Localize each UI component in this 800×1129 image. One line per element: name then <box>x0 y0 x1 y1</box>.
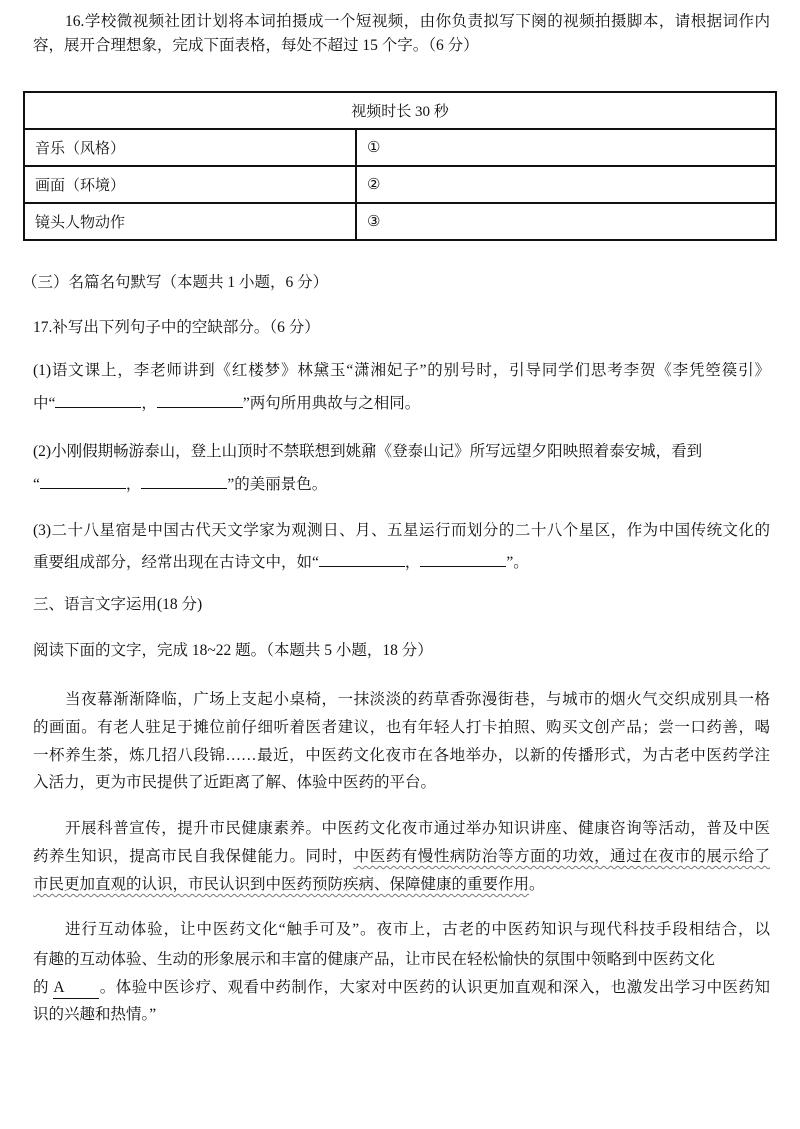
marked-sentence: 中医药有慢性病防治等方面的功效，通过在夜市的展示给了 <box>353 848 770 865</box>
row-label: 镜头人物动作 <box>24 203 356 240</box>
marked-sentence: 市民更加直观的认识，市民认识到中医药预防疾病、保障健康的重要作用 <box>33 876 530 893</box>
passage-para1-line: 当夜幕渐渐降临，广场上支起小桌椅，一抹淡淡的药草香弥漫街巷，与城市的烟火气交织成别具一格 <box>65 691 770 708</box>
text: 。体验中医诊疗、观看中药制作，大家对中医药的认识更加直观和深入，也激发出学习中医药知 <box>99 979 770 996</box>
q16-line2: 容，展开合理想象，完成下面表格，每处不超过 15 个字。（6 分） <box>33 37 479 54</box>
passage-para1-line: 一杯养生茶，炼几招八段锦……最近，中医药文化夜市在各地举办，以新的传播形式，为古老中医药学注 <box>33 747 770 764</box>
table-row <box>24 129 776 166</box>
answer-blank[interactable] <box>420 552 506 567</box>
passage-para1-line: 的画面。有老人驻足于摊位前仔细听着医者建议，也有年轻人打卡拍照、购买文创产品；尝一口药善，喝 <box>33 719 770 736</box>
text: ， <box>404 554 421 571</box>
text: 。 <box>529 876 545 893</box>
q17-p2-line2 <box>33 474 770 495</box>
passage-para3-line: 进行互动体验，让中医药文化“触手可及”。夜市上，古老的中医药知识与现代科技手段相结合，以 <box>65 921 770 938</box>
passage-para2-line <box>33 875 770 895</box>
passage-para3-line <box>33 978 770 999</box>
passage-para3-line: 有趣的互动体验、生动的形象展示和丰富的健康产品，让市民在轻松愉快的氛围中领略到中医药文化 <box>33 951 716 968</box>
answer-blank[interactable] <box>141 474 227 489</box>
text: ”两句所用典故与之相同。 <box>242 395 421 412</box>
blank-a[interactable]: A <box>53 978 99 999</box>
text: 的 <box>33 979 54 996</box>
text: ”。 <box>506 554 529 571</box>
passage-para3-line: 识的兴趣和热情。” <box>33 1006 157 1023</box>
passage-para2-line <box>33 847 770 867</box>
q17-p1-line2 <box>33 393 770 414</box>
q17-title: 17.补写出下列句子中的空缺部分。（6 分） <box>33 319 320 336</box>
text: 重要组成部分，经常出现在古诗文中，如“ <box>33 554 319 571</box>
passage-para1-line: 入活力，更为市民提供了近距离了解、体验中医药的平台。 <box>33 774 437 791</box>
row-answer-cell[interactable]: ③ <box>356 203 776 240</box>
table-row <box>24 203 776 240</box>
text: 中“ <box>33 395 56 412</box>
q16-line1: 16.学校微视频社团计划将本词拍摄成一个短视频，由你负责拟写下阕的视频拍摄脚本，请根据词作内 <box>65 13 770 30</box>
row-label: 画面（环境） <box>24 166 356 203</box>
section-heading: 三、语言文字运用(18 分) <box>33 596 203 613</box>
answer-blank[interactable] <box>157 393 243 408</box>
q17-p2-line1: (2)小刚假期畅游泰山，登上山顶时不禁联想到姚鼐《登泰山记》所写远望夕阳映照着泰安城，看到 <box>33 443 703 460</box>
row-label: 音乐（风格） <box>24 129 356 166</box>
table-header: 视频时长 30 秒 <box>24 92 776 129</box>
q17-p3-line2 <box>33 552 770 573</box>
video-script-table <box>23 91 777 241</box>
text: 药养生知识，提高市民自我保健能力。同时， <box>33 848 354 865</box>
answer-blank[interactable] <box>55 393 141 408</box>
text: ， <box>141 395 157 412</box>
q17-p1-line1: (1)语文课上，李老师讲到《红楼梦》林黛玉“潇湘妃子”的别号时，引导同学们思考李贺《李凭箜篌引》 <box>33 362 770 379</box>
q17-p3-line1: (3)二十八星宿是中国古代天文学家为观测日、月、五星运行而划分的二十八个星区，作为中国传统文化的 <box>33 522 770 539</box>
row-answer-cell[interactable]: ① <box>356 129 776 166</box>
text: ， <box>125 476 142 493</box>
passage-para2-line: 开展科普宣传，提升市民健康素养。中医药文化夜市通过举办知识讲座、健康咨询等活动，普及中医 <box>65 820 770 837</box>
reading-intro: 阅读下面的文字，完成 18~22 题。（本题共 5 小题，18 分） <box>33 642 433 659</box>
table-row <box>24 166 776 203</box>
row-answer-cell[interactable]: ② <box>356 166 776 203</box>
text: ”的美丽景色。 <box>227 476 328 493</box>
answer-blank[interactable] <box>319 552 405 567</box>
text: “ <box>33 476 40 493</box>
answer-blank[interactable] <box>40 474 126 489</box>
section-subheading: （三）名篇名句默写（本题共 1 小题，6 分） <box>22 274 329 291</box>
